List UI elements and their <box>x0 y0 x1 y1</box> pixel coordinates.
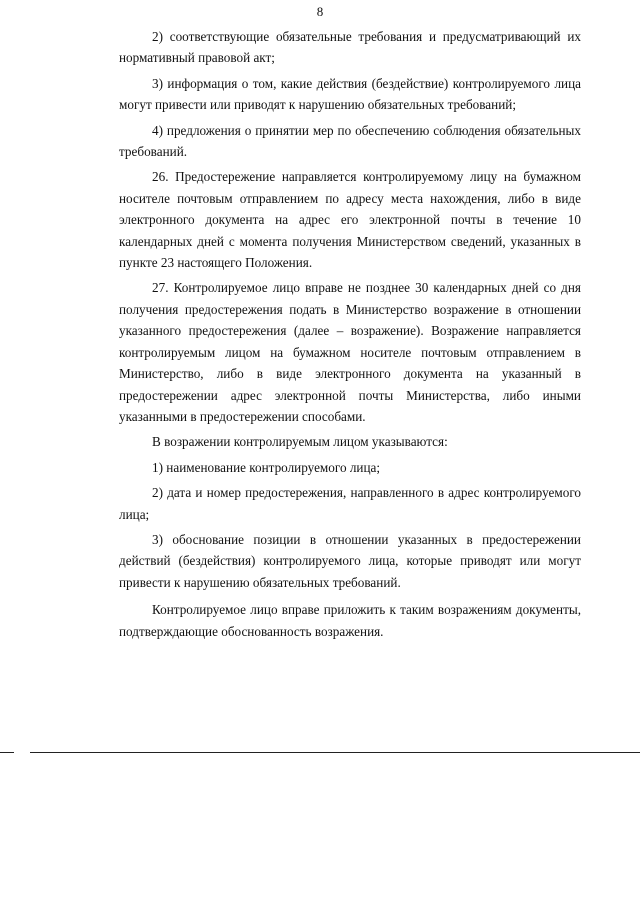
paragraph-objection-intro: В возражении контролируемым лицом указываются: <box>152 434 448 450</box>
paragraph-objection-item-1: 1) наименование контролируемого лица; <box>152 459 381 475</box>
paragraph-clause-26: 26. Предостережение направляется контролируемому лицу на бумажном носителе почтовым отправлением по адресу места нахождения, либо в виде электронного документа на адрес его электронной почты в течение 10 календарных дней с момента получения Министерством сведений, указанных в пункте 23 настоящего Положения. <box>119 169 581 271</box>
paragraph-objection-item-3: 3) обоснование позиции в отношении указанных в предостережении действий (бездействия) контролируемого лица, которые приводят или могут привести к нарушению обязательных требований. <box>119 531 581 590</box>
document-body <box>119 26 581 642</box>
paragraph-item-3: 3) информация о том, какие действия (бездействие) контролируемого лица могут привести или приводят к нарушению обязательных требований; <box>119 75 581 113</box>
paragraph-item-2: 2) соответствующие обязательные требования и предусматривающий их нормативный правовой акт; <box>119 29 581 66</box>
paragraph-objection-item-2: 2) дата и номер предостережения, направленного в адрес контролируемого лица; <box>119 485 581 522</box>
paragraph-item-4: 4) предложения о принятии мер по обеспечению соблюдения обязательных требований. <box>119 122 581 160</box>
footer-rule <box>30 752 640 753</box>
page-number: 8 <box>316 4 324 19</box>
paragraph-clause-27: 27. Контролируемое лицо вправе не позднее 30 календарных дней со дня получения предостережения подать в Министерство возражение в отношении указанного предостережения (далее – возражение). Возражение направляется контролируемым лицом на бумажном носителе почтовым отправлением в Министерство, либо в виде электронного документа на указанный в предостережении адрес электронной почты Министерства, либо иными указанными в предостережении способами. <box>119 280 581 424</box>
footer-rule-left <box>0 752 14 753</box>
paragraph-attachments: Контролируемое лицо вправе приложить к таким возражениям документы, подтверждающие обоснованность возражения. <box>119 602 581 639</box>
